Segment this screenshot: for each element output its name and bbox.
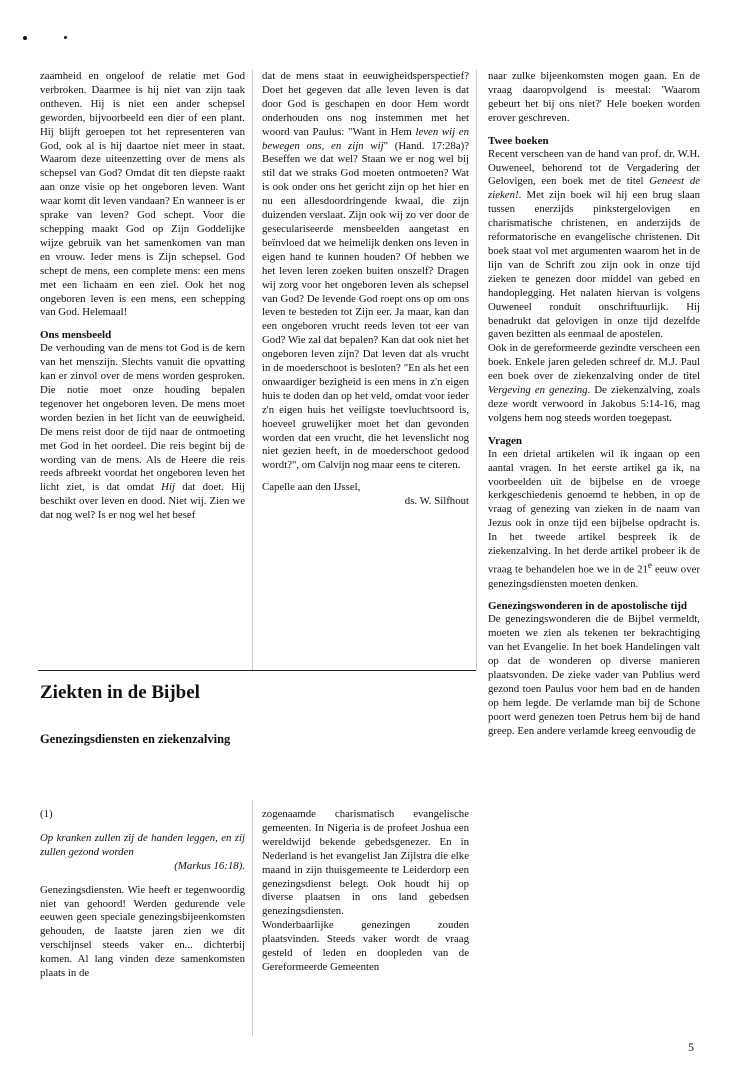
column-5 [262, 808, 469, 1038]
column-divider-top-1 [252, 70, 253, 670]
column-divider-top-2 [476, 70, 477, 670]
signature-place: Capelle aan den IJssel, [262, 481, 361, 494]
column-1 [40, 70, 245, 670]
header-dot-left [23, 36, 27, 40]
article-separator-rule [38, 670, 476, 671]
article-part-number: (1) [40, 808, 53, 820]
column-4 [40, 808, 245, 1038]
header-dot-right [64, 36, 67, 39]
column-2 [262, 70, 469, 670]
col5-paragraph-1: zogenaamde charismatisch evangelische gemeenten. In Nigeria is de profeet Joshua een wereldwijd bekende gebedsgenezer. En in Nederland is het evangelist Jan Zijlstra die elke maand in zijn thuisgemeente te Leiderdorp een genezingsdienst belegt. Ook houdt hij op diverse plaatsen in ons land gebedsen genezingsdiensten. [262, 808, 469, 918]
col3-paragraph-2: Recent verscheen van de hand van prof. dr. W.H. Ouweneel, behorend tot de Vergadering der Gelovigen, een boek met de titel Geneest de zieken!. Met zijn boek wil hij een brug slaan tussen enerzijds pinkstergelovigen en charismatische christenen, en anderzijds de reformatorische en evangelische christenen. Dit boek staat vol met argumenten waarom het in de lijn van de Schrift zou zijn ook in onze tijd zieken te genezen door middel van gebed en handoplegging. Het nalaten hiervan is volgens Ouweneel ronduit onschriftuurlijk. Hij benadrukt dat gelovigen in onze tijd dezelfde gaven bezitten als eenmaal de apostelen. [488, 147, 700, 341]
epigraph-reference: (Markus 16:18). [174, 859, 245, 872]
col3-paragraph-1: naar zulke bijeenkomsten mogen gaan. En de vraag daaropvolgend is meestal: 'Waarom gebeurt het bij ons niet?' Hele boeken worden erover geschreven. [488, 70, 700, 124]
col4-paragraph-1: Genezingsdiensten. Wie heeft er tegenwoordig niet van gehoord! Werden gedurende vele eeuwen geen speciale genezingsbijeenkomsten gehouden, de laatste jaren zien we dit verschijnsel steeds vaker en... dichterbij komen. Al lang vinden deze samenkomsten plaats in de [40, 883, 245, 980]
page-number: 5 [688, 1040, 694, 1054]
column-3 [488, 70, 700, 1036]
heading-twee-boeken: Twee boeken [488, 134, 549, 147]
col3-paragraph-5: De genezingswonderen die de Bijbel vermeldt, moeten we zien als tekenen ter bekrachtiging van het Evangelie. In het boek Handelingen valt op dat de wonderen op diverse manieren plaatsvonden. De zieke vader van Publius werd gezond toen Paulus voor hem bad en de handen op hem legde. De verlamde man bij de Schone poort werd genezen toen Petrus hem bij de hand greep. Een andere verlamde kreeg eenvoudig de [488, 613, 700, 737]
col1-paragraph-1: zaamheid en ongeloof de relatie met God verbroken. Daarmee is hij niet van zijn taak ontheven. Hij is niet een ander schepsel geworden, bijvoorbeeld een dier of een plant. Hij blijft geroepen tot het representeren van God, ook al is hij daartoe niet meer in staat. Waarom deze uiteenzetting over de mens als schepsel van God? Omdat dit ten diepste raakt aan onze visie op het ongeboren leven. Want waar komt dit leven vandaan? En wanneer is er sprake van leven? God schept. Voor die schepping maakt God op Zijn Goddelijke wijze gebruik van het samenkomen van man en vrouw. Ieder mens is Zijn schepsel. God schept de mens, een complete mens: een mens met een lichaam en een ziel. Ook het nog ongeboren leven is een mens, een schepping van God. Helemaal! [40, 70, 245, 319]
col3-paragraph-4: In een drietal artikelen wil ik ingaan op een aantal vragen. In het eerste artikel ga ik, na voorbeelden uit de bijbelse en de vroege kerkgeschiedenis genoemd te hebben, in op de vraag of genezing van zieken in de naam van Jezus ook in onze tijd een bijbelse opdracht is. In het tweede artikel bespreek ik de ziekenzalving. In het derde artikel probeer ik de vraag te behandelen hoe we in de 21e eeuw over genezingsdiensten moeten denken. [488, 447, 700, 590]
article-title: Ziekten in de Bijbel [40, 682, 200, 703]
signature-author: ds. W. Silfhout [404, 495, 469, 508]
col2-paragraph-1: dat de mens staat in eeuwigheidsperspectief? Doet het gegeven dat alle leven leven is dat door God is geschapen en door Hem wordt onderhouden ons nog instemmen met het woord van Paulus: "Want in Hem leven wij en bewegen ons, en zijn wij" (Hand. 17:28a)? Beseffen we dat wel? Staan we er nog wel bij stil dat we straks God moeten ontmoeten? Wat is ook onder ons het gericht zijn op het hier en nu een allesdoordringende kwaal, die zijn duizenden verslaat. Zijn ook wij zo ver door de geseculariseerde mensbeelden aangetast en beïnvloed dat we heimelijk denken ons leven in eigen hand te kunnen houden? Of hebben we het leven leren zoeken buiten onszelf? Dragen wij zorg voor het ongeboren leven als schepsel van God? De levende God roept ons op om ons leven te besteden tot Zijn eer. Ja maar, kan dan een ongeboren vrucht reeds leven tot eer van God? Wie zal dat bepalen? Kan dat ook niet het ongeboren leven zijn? Dat leven dat als vrucht in de moederschoot is besloten? "En als het een onwaardiger bezigheid is een mens in z'n eigen huis te doden dan op het veld, omdat voor ieder z'n eigen huis het veiligste toevluchtsoord is, hoeveel gruwelijker moet het dan gevonden worden dat een vrucht, die het levenslicht nog niet gezien heeft, in de moederschoot gedood wordt?", om Calvijn nog maar eens te citeren. [262, 70, 469, 472]
heading-vragen: Vragen [488, 434, 523, 447]
col1-paragraph-2: De verhouding van de mens tot God is de kern van het menszijn. Slechts vanuit die opvatting kan er zinvol over de mens worden gesproken. Die notie moet onze houding bepalen tegenover het ongeboren leven. De mens moet worden bezien in het licht van de eeuwigheid. De mens reist door de tijd naar de ontmoeting met God in het oordeel. Die reis begint bij de wording van de mens. Als de Heere die reis reeds afbreekt voordat het ongeboren leven het licht ziet, is dat omdat Hij dat doet. Hij beschikt over leven en dood. Niet wij. Zien we dat nog wel? Is er nog wel het besef [40, 342, 245, 522]
col3-paragraph-3: Ook in de gereformeerde gezindte verscheen een boek. Enkele jaren geleden schreef dr. M.J. Paul een boek over de ziekenzalving onder de titel Vergeving en genezing. De ziekenzalving, zoals deze wordt verwoord in Jakobus 5:14-16, mag volgens hem nog steeds worden toegepast. [488, 342, 700, 424]
col5-paragraph-2: Wonderbaarlijke genezingen zouden plaatsvinden. Steeds vaker wordt de vraag gesteld of leden en doopleden van de Gereformeerde Gemeenten [262, 919, 469, 973]
article-subtitle: Genezingsdiensten en ziekenzalving [40, 732, 231, 746]
heading-ons-mensbeeld: Ons mensbeeld [40, 329, 112, 342]
column-divider-bottom [252, 800, 253, 1036]
epigraph-quote: Op kranken zullen zij de handen leggen, en zij zullen gezond worden [40, 831, 245, 858]
heading-genezingswonderen: Genezingswonderen in de apostolische tijd [488, 600, 688, 613]
